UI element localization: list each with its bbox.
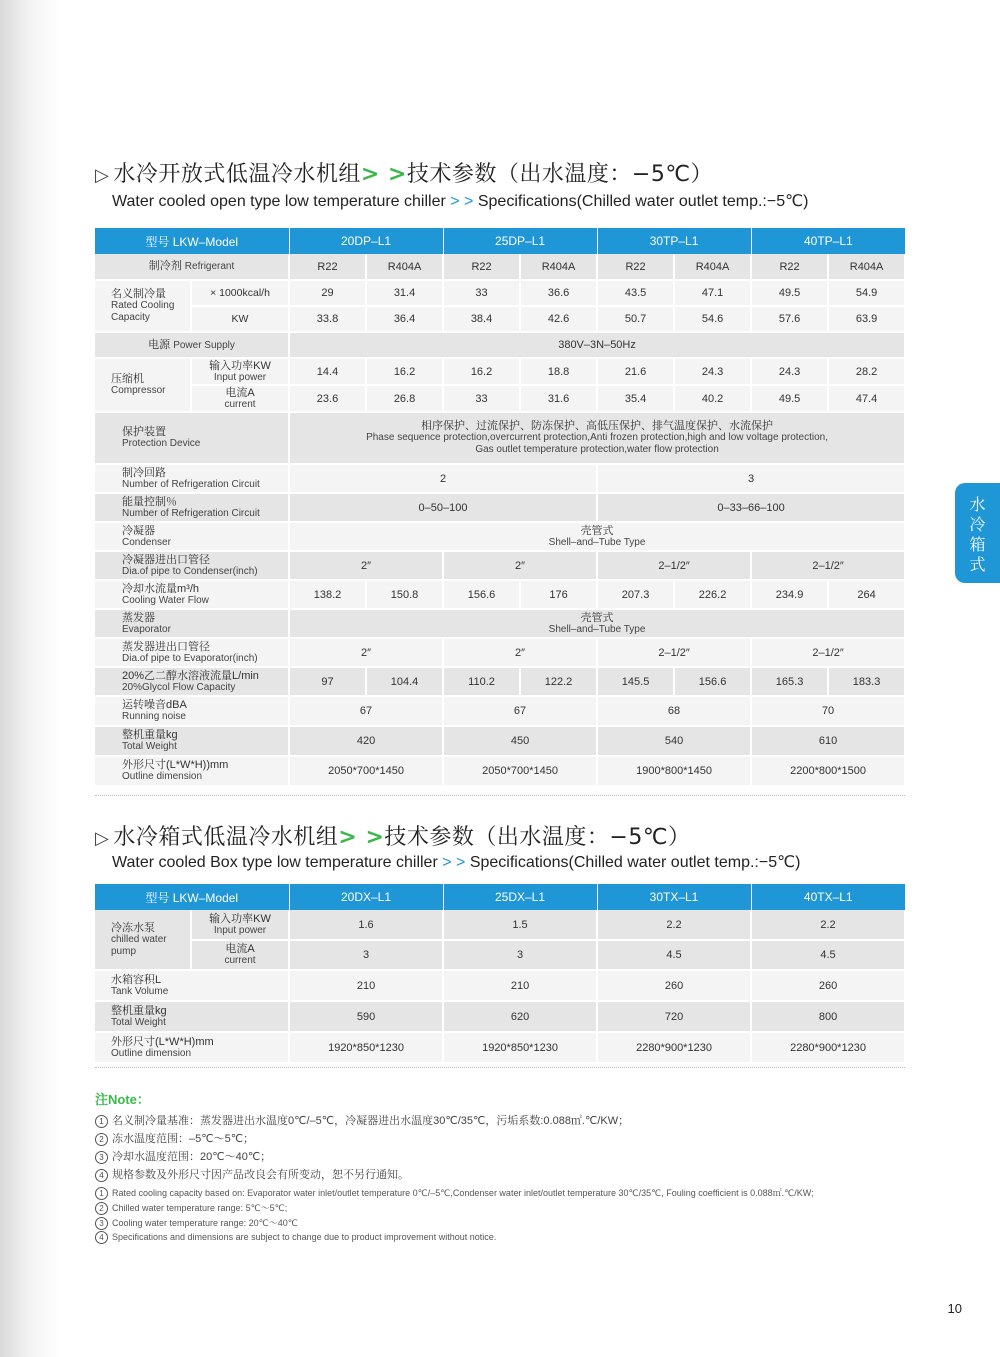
cell: 1900*800*1450 xyxy=(597,756,751,786)
cell: 24.3 xyxy=(751,358,828,385)
cell: 26.8 xyxy=(366,385,443,412)
label-cn: 电流A xyxy=(225,386,255,399)
section2-title-spec: 技术参数（出水温度：−5℃） xyxy=(384,825,691,850)
cell: 31.6 xyxy=(520,385,597,412)
table-row-pump-power xyxy=(95,910,905,940)
cell: 0–50–100 xyxy=(289,493,597,522)
note-text: 冻水温度范围：–5℃～5℃； xyxy=(112,1133,255,1145)
label-cn: 保护装置 xyxy=(122,426,166,438)
cell: 35.4 xyxy=(597,385,674,412)
row-label xyxy=(95,609,289,638)
cell: 450 xyxy=(443,726,597,756)
label-en: chilled water xyxy=(111,933,167,945)
value-cn: 壳管式 xyxy=(580,611,614,624)
cell: 2–1/2″ xyxy=(597,638,751,667)
cell: 49.5 xyxy=(751,385,828,412)
cell: 420 xyxy=(289,726,443,756)
cell: 18.8 xyxy=(520,358,597,385)
model-header: 25DP–L1 xyxy=(443,228,597,254)
model-header: 30TX–L1 xyxy=(597,884,751,910)
cell: 49.5 xyxy=(751,280,828,306)
cell: 68 xyxy=(597,696,751,726)
table-row-evap-pipe xyxy=(95,638,905,667)
section2-subtitle-spec: Specifications(Chilled water outlet temp.:−5℃) xyxy=(469,854,801,871)
note-number: 1 xyxy=(95,1187,108,1200)
label-en: Tank Volume xyxy=(111,985,169,997)
model-header: 20DP–L1 xyxy=(289,228,443,254)
label-en: Number of Refrigeration Circuit xyxy=(122,507,260,519)
cell: 1920*850*1230 xyxy=(443,1032,597,1063)
label-en: Capacity xyxy=(111,312,150,323)
cell: 70 xyxy=(751,696,905,726)
cell: 2–1/2″ xyxy=(751,551,905,580)
note-number: 4 xyxy=(95,1169,108,1182)
section1-subtitle xyxy=(112,191,808,211)
cell: 210 xyxy=(443,970,597,1001)
note-en-4 xyxy=(95,1231,496,1244)
table-row-capacity-kw xyxy=(95,306,905,332)
table-row-box-dimension xyxy=(95,1032,905,1063)
row-label xyxy=(95,1001,289,1032)
cell xyxy=(289,412,905,464)
cell: 540 xyxy=(597,726,751,756)
cell: 145.5 xyxy=(597,667,674,696)
label-cn: 运转噪音dBA xyxy=(122,699,187,711)
cell: 43.5 xyxy=(597,280,674,306)
cell: 23.6 xyxy=(289,385,366,412)
table-row-cond-pipe xyxy=(95,551,905,580)
cell xyxy=(289,609,905,638)
label-cn: 能量控制％ xyxy=(122,495,177,508)
cell: 138.2 xyxy=(289,580,366,609)
row-label xyxy=(95,412,289,464)
row-label xyxy=(95,493,289,522)
note-number: 3 xyxy=(95,1151,108,1164)
note-en-3 xyxy=(95,1216,298,1230)
label-cn: 冷却水流量m³/h xyxy=(122,582,199,595)
cell: 2 xyxy=(289,464,597,493)
cell: 3 xyxy=(289,940,443,970)
section1-title-arrows: > > xyxy=(360,162,407,187)
cell: 2050*700*1450 xyxy=(443,756,597,786)
label-cn: 输入功率KW xyxy=(209,359,271,372)
note-cn-2 xyxy=(95,1130,254,1146)
table-row-evaporator xyxy=(95,609,905,638)
cell: 720 xyxy=(597,1001,751,1032)
section2-title-cn: 水冷箱式低温冷水机组 xyxy=(113,825,339,850)
label-cn: 制冷回路 xyxy=(122,466,166,479)
cell: 2200*800*1500 xyxy=(751,756,905,786)
table-row-capacity-kcal xyxy=(95,280,905,306)
cell xyxy=(289,522,905,551)
cell: 264 xyxy=(828,580,905,609)
label-cn: 外形尺寸(L*W*H)mm xyxy=(111,1035,214,1048)
row-label xyxy=(95,358,191,412)
model-header: 30TP–L1 xyxy=(597,228,751,254)
model-header: 40TP–L1 xyxy=(751,228,905,254)
cell: 63.9 xyxy=(828,306,905,332)
cell: R404A xyxy=(520,254,597,280)
label-en: Dia.of pipe to Evaporator(inch) xyxy=(122,652,258,664)
section2-subtitle-en: Water cooled Box type low temperature chiller xyxy=(112,854,438,871)
side-tab-char: 冷 xyxy=(969,515,986,534)
cell: 2280*900*1230 xyxy=(597,1032,751,1063)
cell: R404A xyxy=(828,254,905,280)
label-en: 20%Glycol Flow Capacity xyxy=(122,681,236,693)
cell: 3 xyxy=(443,940,597,970)
cell: 47.4 xyxy=(828,385,905,412)
row-label xyxy=(95,522,289,551)
label-cn: 名义制冷量 xyxy=(111,288,166,300)
row-label xyxy=(95,280,191,332)
label-en: pump xyxy=(111,945,137,957)
label-en: Rated Cooling xyxy=(111,300,175,311)
value-en: Shell–and–Tube Type xyxy=(548,536,646,548)
cell: 2280*900*1230 xyxy=(751,1032,905,1063)
label-cn: 制冷剂 xyxy=(148,260,182,272)
table-divider xyxy=(95,795,905,796)
note-text: Specifications and dimensions are subject to change due to product improvement without notice. xyxy=(112,1231,497,1242)
cell: 2″ xyxy=(289,638,443,667)
label-en: Refrigerant xyxy=(184,261,235,272)
cell: 28.2 xyxy=(828,358,905,385)
cell: 156.6 xyxy=(443,580,520,609)
unit-label: × 1000kcal/h xyxy=(191,280,289,306)
section1-title xyxy=(95,157,713,188)
note-text: Cooling water temperature range: 20℃～40℃ xyxy=(112,1218,298,1228)
cell: 2050*700*1450 xyxy=(289,756,443,786)
row-label xyxy=(95,756,289,786)
note-number: 4 xyxy=(95,1231,108,1244)
side-tab-char: 水 xyxy=(969,495,986,514)
cell: 4.5 xyxy=(751,940,905,970)
cell: R22 xyxy=(751,254,828,280)
cell: 183.3 xyxy=(828,667,905,696)
note-cn-1 xyxy=(95,1112,629,1128)
cell: 97 xyxy=(289,667,366,696)
cell: 33 xyxy=(443,280,520,306)
label-cn: 压缩机 xyxy=(111,373,144,385)
value-cn: 壳管式 xyxy=(580,524,614,537)
cell: 226.2 xyxy=(674,580,751,609)
cell: 122.2 xyxy=(520,667,597,696)
table-row-power-supply xyxy=(95,332,905,358)
row-label xyxy=(95,551,289,580)
note-text: 名义制冷量基准：蒸发器进出水温度0℃/–5℃，冷凝器进出水温度30℃/35℃，污垢系数:0.088㎡.℃/KW； xyxy=(112,1115,630,1127)
cell: 31.4 xyxy=(366,280,443,306)
table-row-compressor-power xyxy=(95,358,905,385)
side-tab-char: 式 xyxy=(969,555,986,574)
cell: 2″ xyxy=(289,551,443,580)
cell: 16.2 xyxy=(443,358,520,385)
label-en: Total Weight xyxy=(122,741,177,752)
cell: 260 xyxy=(751,970,905,1001)
table-row-box-weight xyxy=(95,1001,905,1032)
label-cn: 20%乙二醇水溶液流量L/min xyxy=(122,669,259,682)
unit-label xyxy=(191,940,289,970)
cell: 165.3 xyxy=(751,667,828,696)
cell: 1.6 xyxy=(289,910,443,940)
cell: R22 xyxy=(289,254,366,280)
cell: 150.8 xyxy=(366,580,443,609)
model-header: 25DX–L1 xyxy=(443,884,597,910)
row-label xyxy=(95,332,289,358)
cell: 67 xyxy=(289,696,443,726)
cell: 1920*850*1230 xyxy=(289,1032,443,1063)
protection-cn: 相序保护、过流保护、防冻保护、高低压保护、排气温度保护、水流保护 xyxy=(421,420,774,432)
label-cn: 电源 xyxy=(148,338,171,351)
cell: 800 xyxy=(751,1001,905,1032)
cell: 42.6 xyxy=(520,306,597,332)
cell: 1.5 xyxy=(443,910,597,940)
row-label xyxy=(95,254,289,280)
label-en: Running noise xyxy=(122,711,186,722)
table-row-noise xyxy=(95,696,905,726)
table-row-condenser xyxy=(95,522,905,551)
table-row-compressor-current xyxy=(95,385,905,412)
cell: 14.4 xyxy=(289,358,366,385)
cell: 57.6 xyxy=(751,306,828,332)
label-cn: 冷凝器 xyxy=(122,524,155,537)
cell: 2″ xyxy=(443,551,597,580)
note-en-2 xyxy=(95,1201,287,1215)
row-label xyxy=(95,580,289,609)
model-label-header: 型号 LKW–Model xyxy=(95,884,289,910)
table-row-circuits xyxy=(95,464,905,493)
model-label-header: 型号 LKW–Model xyxy=(95,228,289,254)
row-label xyxy=(95,464,289,493)
table-row-tank xyxy=(95,970,905,1001)
table-row-capacity-control xyxy=(95,493,905,522)
cell: 33 xyxy=(443,385,520,412)
note-title: 注Note： xyxy=(95,1092,150,1107)
table-header-row xyxy=(95,228,905,254)
row-label xyxy=(95,910,191,970)
label-cn: 冷冻水泵 xyxy=(111,921,155,934)
cell: 47.1 xyxy=(674,280,751,306)
table-row-dimension xyxy=(95,756,905,786)
note-number: 2 xyxy=(95,1202,108,1215)
label-cn: 冷凝器进出口管径 xyxy=(122,553,210,566)
value-en: Shell–and–Tube Type xyxy=(548,623,646,635)
row-label xyxy=(95,696,289,726)
model-header: 40TX–L1 xyxy=(751,884,905,910)
protection-en: Phase sequence protection,overcurrent protection,Anti frozen protection,high and low voltage protection, xyxy=(366,432,829,443)
table-row-glycol xyxy=(95,667,905,696)
section1-title-cn: 水冷开放式低温冷水机组 xyxy=(113,162,361,187)
side-category-tab[interactable] xyxy=(955,483,1000,583)
label-en: Number of Refrigeration Circuit xyxy=(122,478,260,490)
cell: R22 xyxy=(443,254,520,280)
section1-title-spec: 技术参数（出水温度：−5℃） xyxy=(406,162,714,187)
unit-label: KW xyxy=(191,306,289,332)
model-header: 20DX–L1 xyxy=(289,884,443,910)
table-row-weight xyxy=(95,726,905,756)
note-cn-4 xyxy=(95,1166,409,1182)
row-label xyxy=(95,726,289,756)
label-cn: 整机重量kg xyxy=(111,1004,167,1017)
label-en: Input power xyxy=(213,371,267,383)
label-en: Cooling Water Flow xyxy=(122,594,209,606)
cell: 620 xyxy=(443,1001,597,1032)
label-en: Input power xyxy=(213,924,267,936)
note-number: 2 xyxy=(95,1133,108,1146)
label-cn: 输入功率KW xyxy=(209,912,271,925)
cell: 16.2 xyxy=(366,358,443,385)
label-en: Evaporator xyxy=(122,623,171,635)
table-divider xyxy=(95,1067,905,1068)
label-en: Dia.of pipe to Condenser(inch) xyxy=(122,565,258,577)
cell: 29 xyxy=(289,280,366,306)
cell: 0–33–66–100 xyxy=(597,493,905,522)
label-cn: 蒸发器 xyxy=(122,611,155,624)
note-number: 3 xyxy=(95,1217,108,1230)
cell: 110.2 xyxy=(443,667,520,696)
note-text: Chilled water temperature range: 5℃～5℃; xyxy=(112,1203,288,1213)
cell: 590 xyxy=(289,1001,443,1032)
note-number: 1 xyxy=(95,1115,108,1128)
unit-label xyxy=(191,358,289,385)
section2-title xyxy=(95,820,691,851)
cell: 156.6 xyxy=(674,667,751,696)
note-cn-3 xyxy=(95,1148,271,1164)
table-row-protection xyxy=(95,412,905,464)
cell: 176 xyxy=(520,580,597,609)
cell: 54.6 xyxy=(674,306,751,332)
section1-subtitle-arrows: > > xyxy=(450,193,474,210)
cell: 3 xyxy=(597,464,905,493)
cell: 104.4 xyxy=(366,667,443,696)
cell: 21.6 xyxy=(597,358,674,385)
protection-en: Gas outlet temperature protection,water flow protection xyxy=(475,444,719,455)
cell: 2–1/2″ xyxy=(597,551,751,580)
note-text: Rated cooling capacity based on: Evaporator water inlet/outlet temperature 0℃/–5℃,Condenser water inlet/outlet temperature 30℃/35℃, Fouling coefficient is 0.088㎡.℃/KW; xyxy=(112,1188,814,1198)
cell: 610 xyxy=(751,726,905,756)
label-cn: 蒸发器进出口管径 xyxy=(122,640,210,653)
label-en: current xyxy=(224,398,256,410)
cell: 36.6 xyxy=(520,280,597,306)
label-en: Power Supply xyxy=(173,339,235,351)
table-row-pump-current xyxy=(95,940,905,970)
label-cn: 水箱容积L xyxy=(111,973,162,986)
cell: 24.3 xyxy=(674,358,751,385)
table-header-row xyxy=(95,884,905,910)
cell: R404A xyxy=(674,254,751,280)
triangle-icon: ▷ xyxy=(95,165,110,186)
note-text: 规格参数及外形尺寸因产品改良会有所变动，恕不另行通知。 xyxy=(112,1169,409,1181)
row-label xyxy=(95,1032,289,1063)
section2-title-arrows: > > xyxy=(338,825,385,850)
cell: R22 xyxy=(597,254,674,280)
section1-subtitle-en: Water cooled open type low temperature chiller xyxy=(112,193,446,210)
side-tab-char: 箱 xyxy=(969,535,986,554)
cell: 207.3 xyxy=(597,580,674,609)
cell: 380V–3N–50Hz xyxy=(289,332,905,358)
section2-subtitle-arrows: > > xyxy=(442,854,466,871)
spec-table-box-type xyxy=(95,884,906,1064)
cell: 2–1/2″ xyxy=(751,638,905,667)
triangle-icon: ▷ xyxy=(95,828,110,849)
label-en: Condenser xyxy=(122,536,171,548)
cell: 38.4 xyxy=(443,306,520,332)
label-en: Outline dimension xyxy=(122,771,203,782)
cell: 260 xyxy=(597,970,751,1001)
label-cn: 电流A xyxy=(225,943,255,955)
cell: 50.7 xyxy=(597,306,674,332)
table-row-cooling-flow xyxy=(95,580,905,609)
label-en: Protection Device xyxy=(122,438,201,449)
cell: 54.9 xyxy=(828,280,905,306)
label-cn: 整机重量kg xyxy=(122,729,178,741)
table-row-refrigerant xyxy=(95,254,905,280)
note-text: 冷却水温度范围：20℃～40℃； xyxy=(112,1151,272,1163)
section2-subtitle xyxy=(112,852,800,872)
row-label xyxy=(95,970,289,1001)
cell: 2″ xyxy=(443,638,597,667)
cell: 2.2 xyxy=(597,910,751,940)
unit-label xyxy=(191,385,289,412)
row-label xyxy=(95,667,289,696)
cell: R404A xyxy=(366,254,443,280)
row-label xyxy=(95,638,289,667)
cell: 4.5 xyxy=(597,940,751,970)
page-number: 10 xyxy=(947,1301,962,1316)
label-en: current xyxy=(224,955,256,966)
label-cn: 外形尺寸(L*W*H))mm xyxy=(122,759,229,771)
cell: 40.2 xyxy=(674,385,751,412)
label-en: Outline dimension xyxy=(111,1047,192,1059)
cell: 33.8 xyxy=(289,306,366,332)
cell: 36.4 xyxy=(366,306,443,332)
spec-table-open-type xyxy=(95,228,906,787)
label-en: Total Weight xyxy=(111,1016,166,1028)
cell: 67 xyxy=(443,696,597,726)
unit-label xyxy=(191,910,289,940)
cell: 234.9 xyxy=(751,580,828,609)
cell: 210 xyxy=(289,970,443,1001)
cell: 2.2 xyxy=(751,910,905,940)
note-en-1 xyxy=(95,1186,814,1200)
section1-subtitle-spec: Specifications(Chilled water outlet temp.:−5℃) xyxy=(477,193,809,210)
label-en: Compressor xyxy=(111,385,166,396)
